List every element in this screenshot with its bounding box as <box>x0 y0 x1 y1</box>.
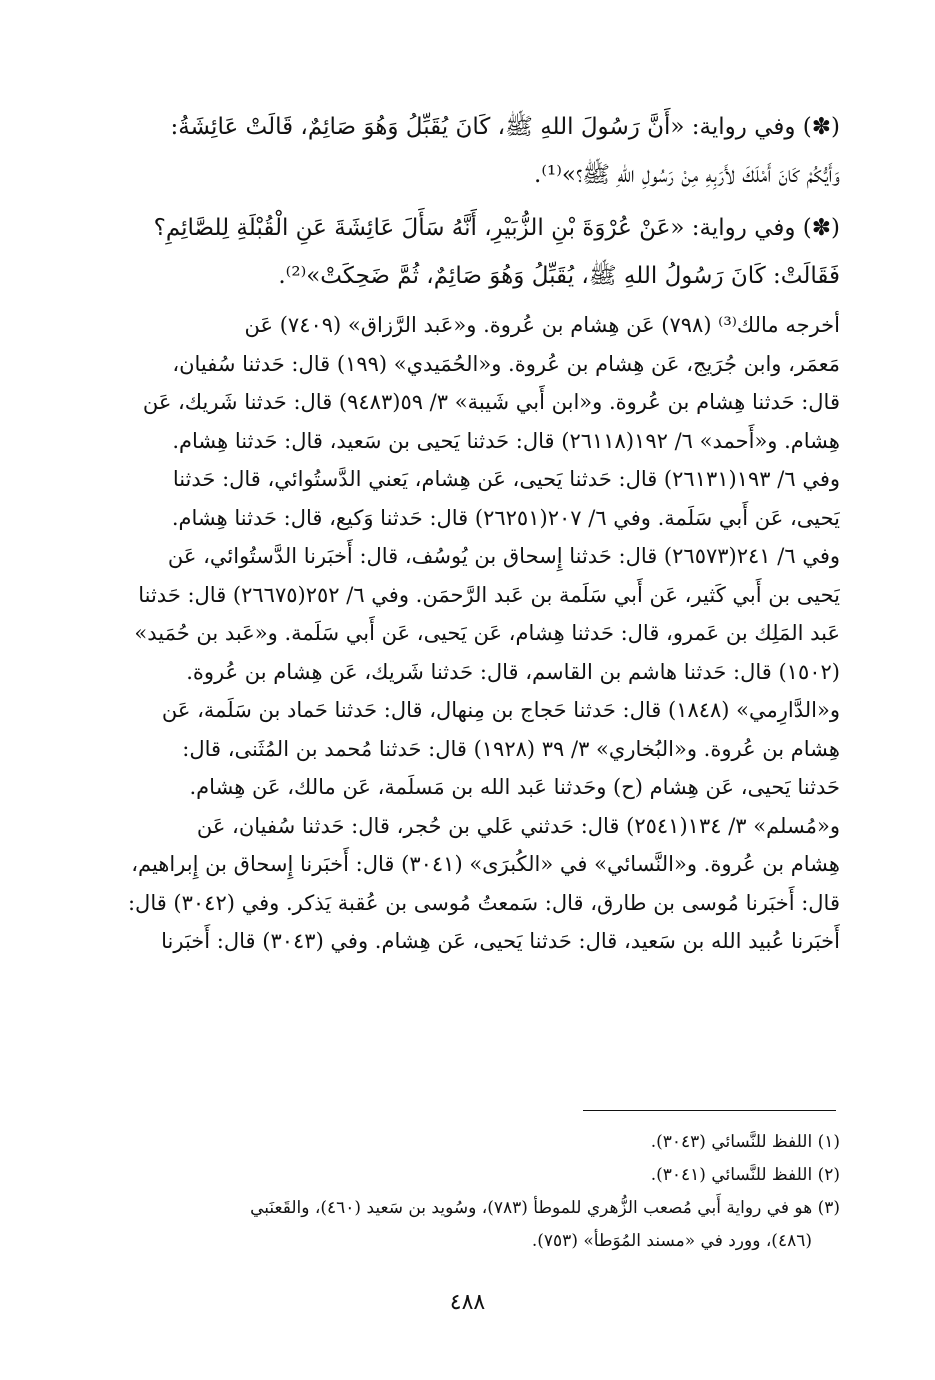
footnote-separator <box>583 1110 836 1111</box>
hadith-narration-2 <box>95 204 840 300</box>
text-line: مَعمَر، وابن جُرَيج، عَن هِشام بن عُروة. و«الحُمَيدي» (١٩٩) قال: حَدثنا سُفيان، <box>172 351 840 376</box>
text-line: وفي ٦/ ٢٤١(٢٦٥٧٣) قال: حَدثنا إِسحاق بن يُوسُف، قال: أَخبَرنا الدَّستُوائي، عَن <box>167 544 840 568</box>
text-line: و«مُسلم» ٣/ ١٣٤(٢٥٤١) قال: حَدثني عَلي بن حُجر، قال: حَدثنا سُفيان، عَن <box>196 813 840 838</box>
footnote-3: (٣) هو في رواية أَبي مُصعب الزُّهري للموطأ (٧٨٣)، وسُويد بن سَعيد (٤٦٠)، والقَعنَبي <box>250 1198 840 1218</box>
text-line: يَحيى، عَن أَبي سَلَمة. وفي ٦/ ٢٠٧(٢٦٢٥١) قال: حَدثنا وَكيع، قال: حَدثنا هِشام. <box>171 505 840 530</box>
footnote-2: (٢) اللفظ للنَّسائي (٣٠٤١). <box>650 1165 840 1185</box>
hadith-narration-1 <box>95 103 840 199</box>
text-line: هِشام بن عُروة. و«البُخاري» ٣/ ٣٩ (١٩٢٨) قال: حَدثنا مُحمد بن المُثَنى، قال: <box>182 736 840 761</box>
text-line: قال: أَخبَرنا مُوسى بن طارق، قال: سَمعتُ مُوسى بن عُقبة يَذكر. وفي (٣٠٤٢) قال: <box>127 890 840 915</box>
text-line: عَبد المَلِك بن عَمرو، قال: حَدثنا هِشام، عَن يَحيى، عَن أَبي سَلَمة. و«عَبد بن حُمَيد» <box>134 621 840 645</box>
text-line: فَقَالَتْ: كَانَ رَسُولُ اللهِ ﷺ، يُقَبِّلُ وَهُوَ صَائِمٌ، ثُمَّ ضَحِكَتْ»⁽²⁾. <box>278 263 840 289</box>
text-line: (١٥٠٢) قال: حَدثنا هاشم بن القاسم، قال: حَدثنا شَريك، عَن هِشام بن عُروة. <box>186 659 840 684</box>
footnote-1: (١) اللفظ للنَّسائي (٣٠٤٣). <box>650 1132 840 1152</box>
footnotes <box>95 1126 840 1258</box>
footnote-3-continued: (٤٨٦)، وورد في «مسند المُوَطأ» (٧٥٣). <box>531 1231 812 1251</box>
text-line: هِشام. و«أَحمد» ٦/ ١٩٢(٢٦١١٨) قال: حَدثنا يَحيى بن سَعيد، قال: حَدثنا هِشام. <box>172 428 840 453</box>
text-line: (✽) وفي رواية: «أَنَّ رَسُولَ اللهِ ﷺ، كَانَ يُقَبِّلُ وَهُوَ صَائِمٌ، قَالَتْ عَائِشَةُ: <box>170 114 840 140</box>
text-line: حَدثنا يَحيى، عَن هِشام (ح) وحَدثنا عَبد الله بن مَسلَمة، عَن مالك، عَن هِشام. <box>189 775 840 799</box>
text-line: و«الدَّارِمي» (١٨٤٨) قال: حَدثنا حَجاج بن مِنهال، قال: حَدثنا حَماد بن سَلَمة، عَن <box>161 698 840 722</box>
page-number: ٤٨٨ <box>449 1290 486 1315</box>
text-line: يَحيى بن أَبي كَثير، عَن أَبي سَلَمة بن عَبد الرَّحمَن. وفي ٦/ ٢٥٢(٢٦٦٧٥) قال: حَدثنا <box>138 582 840 607</box>
text-line: قال: حَدثنا هِشام بن عُروة. و«ابن أَبي شَيبة» ٣/ ٥٩(٩٤٨٣) قال: حَدثنا شَريك، عَن <box>142 390 840 414</box>
text-line: وَأَيُّكُمْ كَانَ أَمْلَكَ لأَرَبِهِ مِنْ رَسُولِ اللهِ ﷺ؟»⁽¹⁾. <box>534 162 840 188</box>
text-line: هِشام بن عُروة. و«النَّسائي» في «الكُبرَى» (٣٠٤١) قال: أَخبَرنا إِسحاق بن إِبراهيم، <box>131 852 840 876</box>
text-line: وفي ٦/ ١٩٣(٢٦١٣١) قال: حَدثنا يَحيى، عَن هِشام، يَعني الدَّستُوائي، قال: حَدثنا <box>172 467 840 491</box>
takhrij-paragraph <box>95 306 840 961</box>
text-line: أَخبَرنا عُبيد الله بن سَعيد، قال: حَدثنا يَحيى، عَن هِشام. وفي (٣٠٤٣) قال: أَخبَرنا <box>161 929 840 953</box>
text-line: أخرجه مالك⁽³⁾ (٧٩٨) عَن هِشام بن عُروة. و«عَبد الرَّزاق» (٧٤٠٩) عَن <box>244 313 840 337</box>
text-line: (✽) وفي رواية: «عَنْ عُرْوَةَ بْنِ الزُّبَيْرِ، أَنَّهُ سَأَلَ عَائِشَةَ عَنِ الْقُبْلَةِ لِلصَّائِمِ؟ <box>153 215 840 241</box>
